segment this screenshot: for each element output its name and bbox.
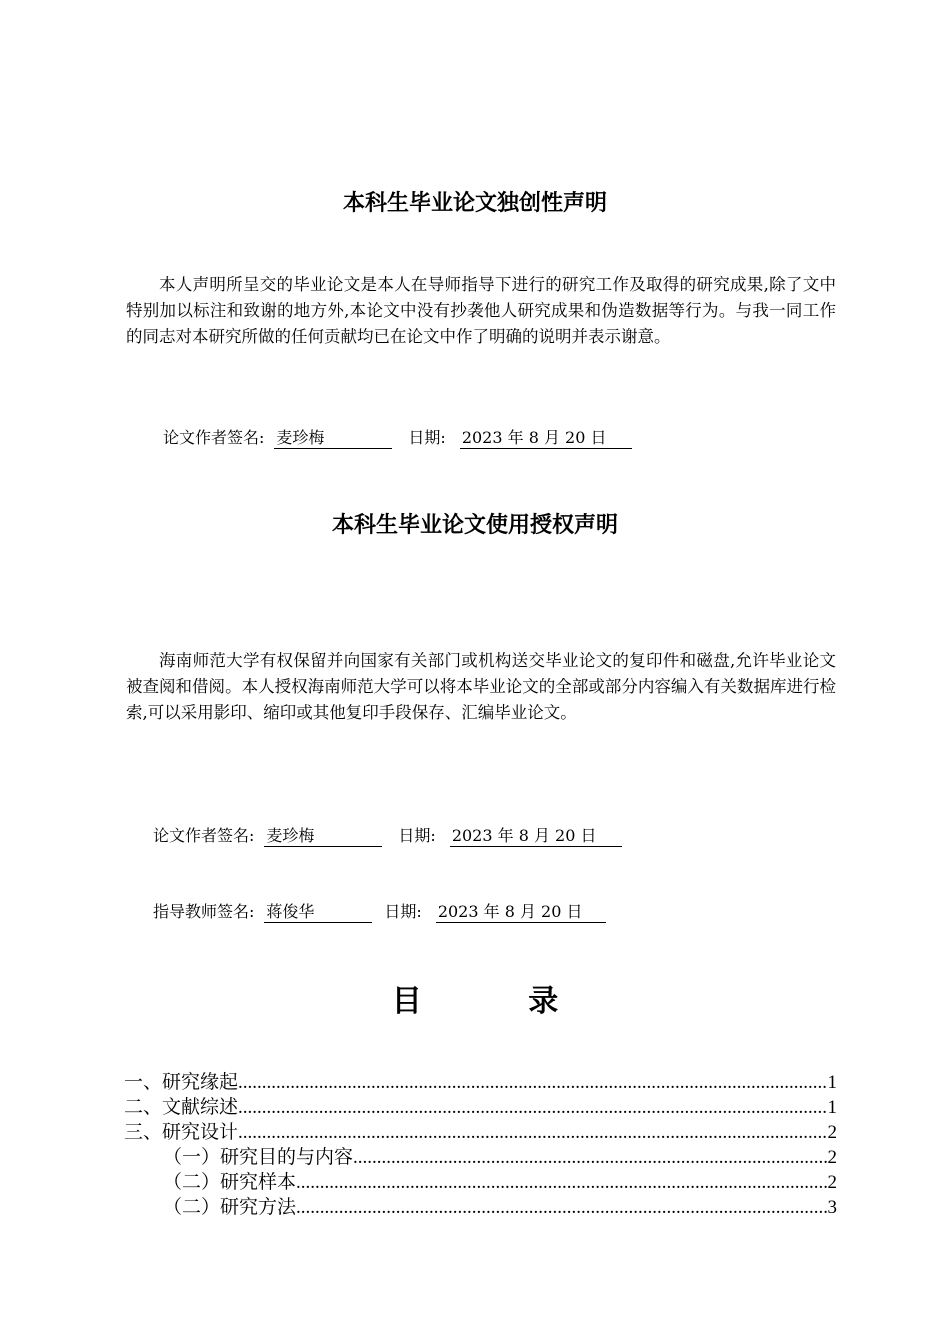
- authorization-body: [126, 648, 836, 726]
- toc-entry-label: 二、文献综述: [124, 1097, 239, 1118]
- toc-entry-page: 1: [827, 1097, 837, 1118]
- originality-signature-row: [163, 425, 632, 449]
- author-signature-label: 论文作者签名:: [163, 428, 265, 447]
- toc-leader-dots: [353, 1145, 827, 1170]
- toc-entry[interactable]: [124, 1095, 837, 1120]
- author-signature-value: 麦珍梅: [264, 826, 382, 847]
- date-label: 日期:: [408, 428, 446, 447]
- authorization-paragraph: 海南师范大学有权保留并向国家有关部门或机构送交毕业论文的复印件和磁盘,允许毕业论文被查阅和借阅。本人授权海南师范大学可以将本毕业论文的全部或部分内容编入有关数据库进行检索,可以采用影印、缩印或其他复印手段保存、汇编毕业论文。: [126, 651, 836, 722]
- toc-leader-dots: [238, 1095, 827, 1120]
- originality-title: 本科生毕业论文独创性声明: [342, 191, 607, 216]
- toc-entry[interactable]: [124, 1070, 837, 1095]
- toc-entry-page: 2: [827, 1147, 837, 1168]
- toc-entry-page: 2: [827, 1172, 837, 1193]
- author-signature-value: 麦珍梅: [274, 428, 392, 449]
- advisor-signature-label: 指导教师签名:: [153, 902, 255, 921]
- toc-leader-dots: [238, 1070, 827, 1095]
- toc-entry-page: 3: [827, 1197, 837, 1218]
- toc-entry-label: （二）研究样本: [163, 1172, 297, 1193]
- toc-entry[interactable]: [124, 1145, 837, 1170]
- authorization-author-signature-row: [153, 823, 622, 847]
- toc-leader-dots: [296, 1195, 827, 1220]
- date-value: 2023 年 8 月 20 日: [436, 902, 606, 923]
- toc-entry-label: 一、研究缘起: [124, 1072, 239, 1093]
- date-label: 日期:: [398, 826, 436, 845]
- toc-entry-page: 1: [827, 1072, 837, 1093]
- toc-entry-page: 2: [827, 1122, 837, 1143]
- author-signature-label: 论文作者签名:: [153, 826, 255, 845]
- date-label: 日期:: [384, 902, 422, 921]
- toc-entry-label: （二）研究方法: [163, 1197, 297, 1218]
- authorization-advisor-signature-row: [153, 899, 606, 923]
- toc-leader-dots: [296, 1170, 827, 1195]
- date-value: 2023 年 8 月 20 日: [450, 826, 622, 847]
- toc-entry-label: 三、研究设计: [124, 1122, 239, 1143]
- toc-entry[interactable]: [124, 1120, 837, 1145]
- toc-entry[interactable]: [124, 1170, 837, 1195]
- originality-paragraph: 本人声明所呈交的毕业论文是本人在导师指导下进行的研究工作及取得的研究成果,除了文中特别加以标注和致谢的地方外,本论文中没有抄袭他人研究成果和伪造数据等行为。与我一同工作的同志对本研究所做的任何贡献均已在论文中作了明确的说明并表示谢意。: [126, 275, 836, 346]
- toc-entry-label: （一）研究目的与内容: [163, 1147, 354, 1168]
- authorization-title: 本科生毕业论文使用授权声明: [331, 513, 618, 538]
- originality-body: [126, 272, 836, 350]
- advisor-signature-value: 蒋俊华: [264, 902, 372, 923]
- toc-leader-dots: [238, 1120, 827, 1145]
- toc-entry[interactable]: [124, 1195, 837, 1220]
- table-of-contents: [124, 1070, 837, 1220]
- date-value: 2023 年 8 月 20 日: [460, 428, 632, 449]
- toc-title: 目 录: [391, 984, 607, 1019]
